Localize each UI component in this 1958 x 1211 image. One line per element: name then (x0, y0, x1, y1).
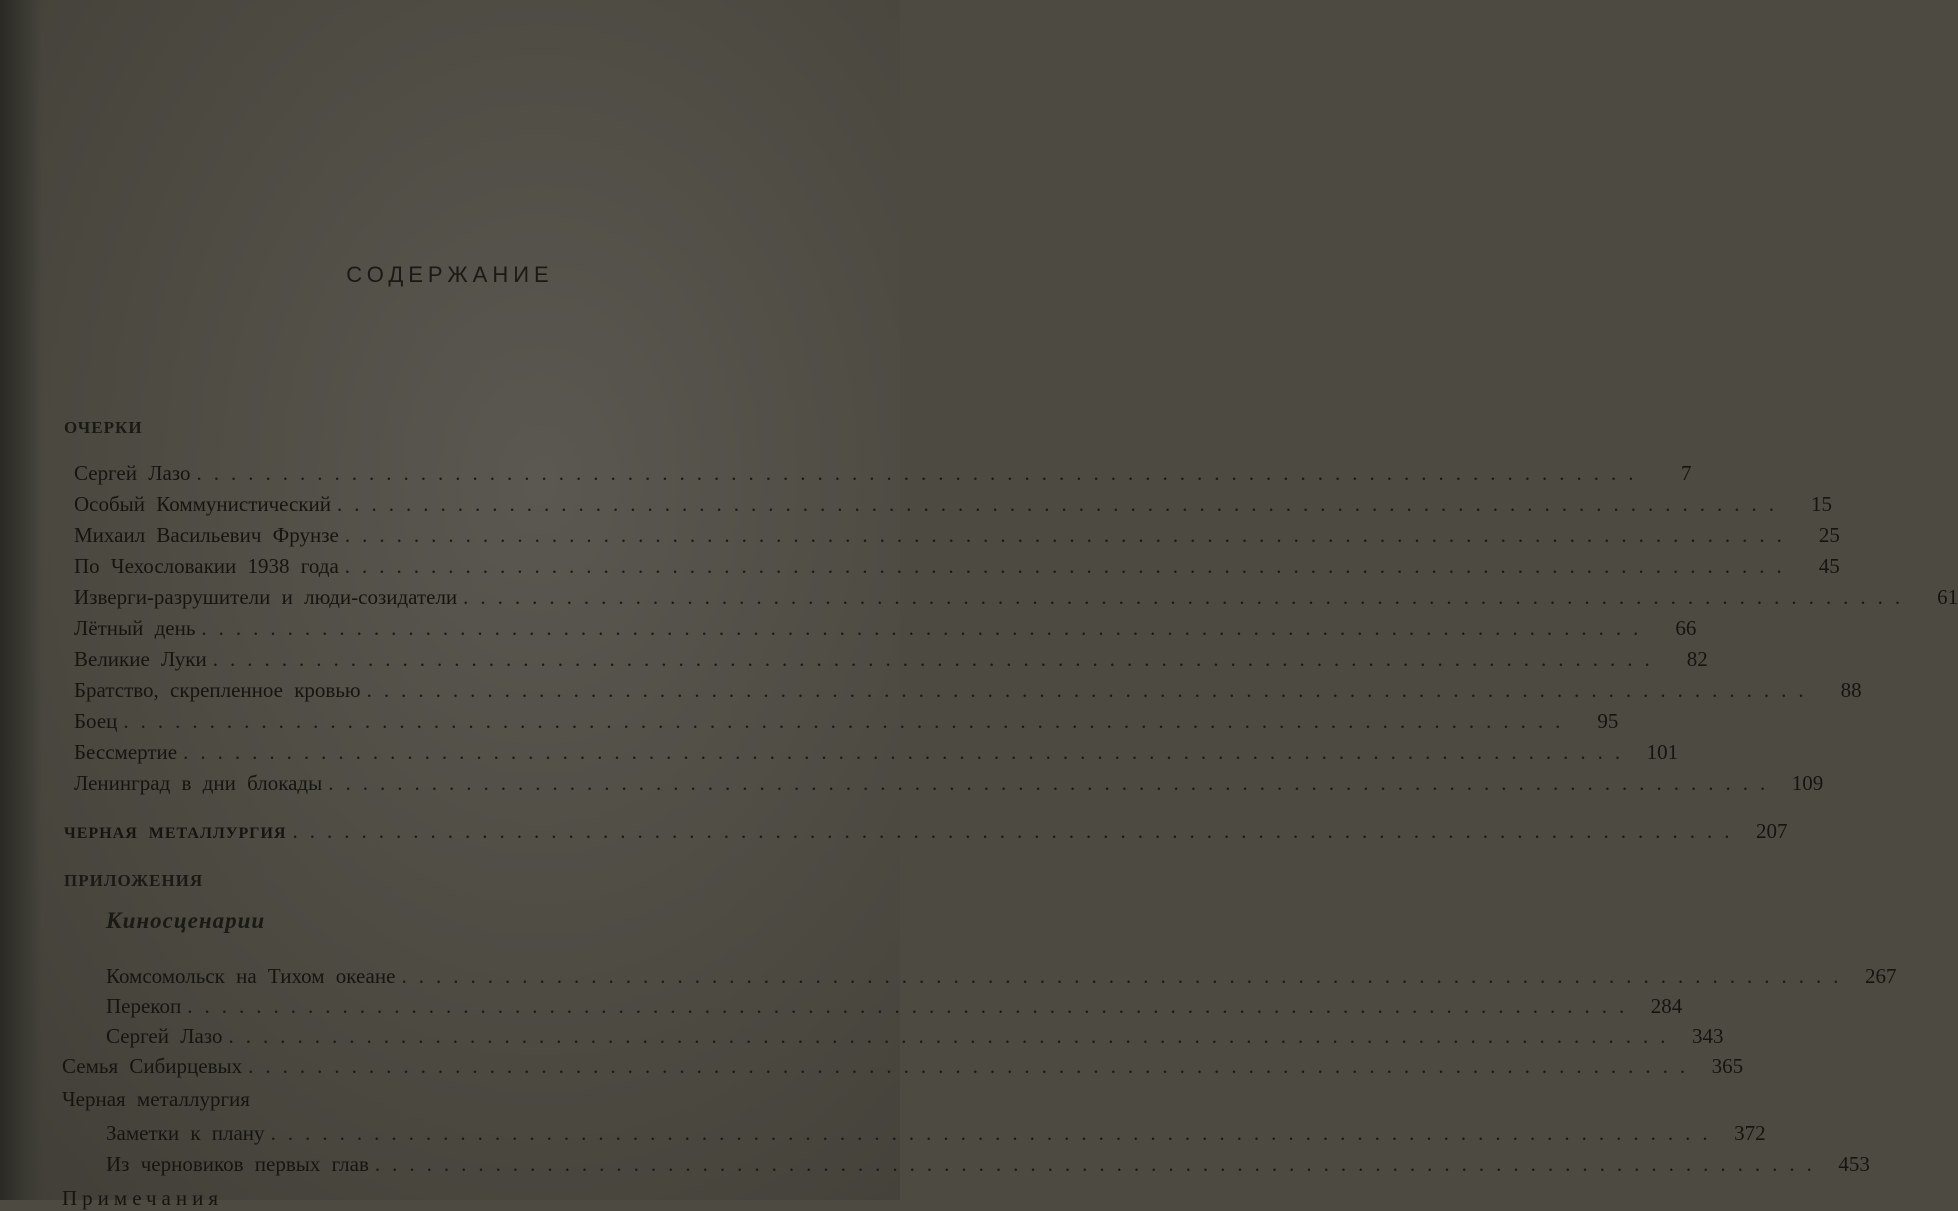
toc-leader-dots: .................................................................................... (248, 1054, 1698, 1078)
toc-entry-page: 88 (1840, 678, 1862, 702)
toc-entry (74, 613, 1697, 643)
toc-entry-page: 45 (1818, 554, 1840, 578)
toc-entry-page: 109 (1791, 771, 1824, 795)
toc-leader-dots: .................................................................................... (337, 492, 1787, 516)
toc-entry-page: 343 (1691, 1024, 1724, 1048)
toc-entry-title: Лётный день (74, 616, 196, 640)
toc-entry (106, 1021, 1724, 1051)
toc-entry-title: Изверги-разрушители и люди-созидатели (74, 585, 458, 609)
toc-entry (74, 520, 1840, 550)
toc-entry-page: 66 (1675, 616, 1697, 640)
toc-leader-dots: .................................................................................... (196, 461, 1646, 485)
toc-entry (74, 737, 1679, 767)
toc-entry-title: Сергей Лазо (106, 1024, 223, 1048)
toc-entry-title: По Чехословакии 1938 года (74, 554, 339, 578)
toc-entry-page: 207 (1755, 819, 1788, 843)
toc-entry-title: Особый Коммунистический (74, 492, 332, 516)
toc-entry-title: Ленинград в дни блокады (74, 771, 323, 795)
toc-entry-page: 15 (1811, 492, 1833, 516)
toc-entry-title: Комсомольск на Тихом океане (106, 964, 396, 988)
toc-leader-dots: .................................................................................... (328, 771, 1778, 795)
toc-leader-dots: .................................................................................... (292, 819, 1742, 843)
toc-leader-dots: .................................................................................... (270, 1121, 1720, 1145)
toc-leader-dots: .................................................................................... (374, 1152, 1824, 1176)
toc-entry-page: 61 (1937, 585, 1958, 609)
toc-entry (74, 489, 1833, 519)
toc-entry-title: Заметки к плану (106, 1121, 265, 1145)
toc-entry-title: Братство, скрепленное кровью (74, 678, 361, 702)
toc-entry-page: 82 (1686, 647, 1708, 671)
toc-entry-title: Перекоп (106, 994, 182, 1018)
subsection-screenplays: Киносценарии (106, 908, 266, 933)
toc-entry-page: 95 (1597, 709, 1619, 733)
toc-entry-title: ЧЕРНАЯ МЕТАЛЛУРГИЯ (64, 825, 287, 842)
toc-leader-dots: .................................................................................... (183, 740, 1633, 764)
toc-entry (74, 551, 1840, 581)
toc-entry-title: Из черновиков первых глав (106, 1152, 369, 1176)
toc-entry-title: Семья Сибирцевых (62, 1054, 243, 1078)
toc-entry-title: Бессмертие (74, 740, 178, 764)
toc-entry-page: 365 (1711, 1054, 1744, 1078)
toc-entry-page: 25 (1818, 523, 1840, 547)
toc-entry-page: 267 (1864, 964, 1897, 988)
toc-entry-page: 101 (1646, 740, 1679, 764)
toc-entry-title: Великие Луки (74, 647, 207, 671)
section-essays: ОЧЕРКИ (64, 418, 143, 437)
toc-leader-dots: .................................................................................... (463, 585, 1913, 609)
toc-entry (62, 1051, 1744, 1081)
toc-group-metallurgy-notes: Черная металлургия (62, 1087, 250, 1111)
toc-entry-title: Михаил Васильевич Фрунзе (74, 523, 339, 547)
section-appendix: ПРИЛОЖЕНИЯ (64, 871, 204, 890)
toc-entry (74, 675, 1862, 705)
toc-entry (74, 644, 1708, 674)
toc-leader-dots: .................................................................................... (228, 1024, 1678, 1048)
toc-entry-page: 372 (1734, 1121, 1766, 1145)
toc-entry (106, 1149, 1870, 1179)
toc-entry (74, 582, 1958, 612)
toc-leader-dots: .................................................................................... (344, 523, 1794, 547)
toc-leader-dots: .................................................................................... (366, 678, 1816, 702)
toc-entry-page: 7 (1680, 461, 1692, 485)
toc-leader-dots: .................................................................................... (212, 647, 1662, 671)
toc-entry (74, 458, 1692, 488)
toc-entry (106, 961, 1897, 991)
toc-entry-title: Сергей Лазо (74, 461, 191, 485)
toc-leader-dots: .................................................................................... (344, 554, 1794, 578)
toc-entry (74, 768, 1824, 798)
toc-entry-page: 453 (1838, 1152, 1870, 1176)
toc-leader-dots: .................................................................................... (201, 616, 1651, 640)
book-spine-shadow (0, 0, 42, 1200)
contents-heading: СОДЕРЖАНИЕ (346, 262, 554, 287)
toc-leader-dots: .................................................................................... (401, 964, 1851, 988)
toc-entry-title: Боец (74, 709, 118, 733)
toc-leader-dots: .................................................................................... (123, 709, 1573, 733)
toc-entry-metallurgy (64, 816, 1788, 846)
toc-entry (74, 706, 1619, 736)
toc-entry (106, 991, 1683, 1021)
toc-entry-cut-off: Примечания (62, 1186, 224, 1210)
toc-entry (106, 1118, 1766, 1148)
toc-entry-page: 284 (1650, 994, 1683, 1018)
toc-leader-dots: .................................................................................... (187, 994, 1637, 1018)
